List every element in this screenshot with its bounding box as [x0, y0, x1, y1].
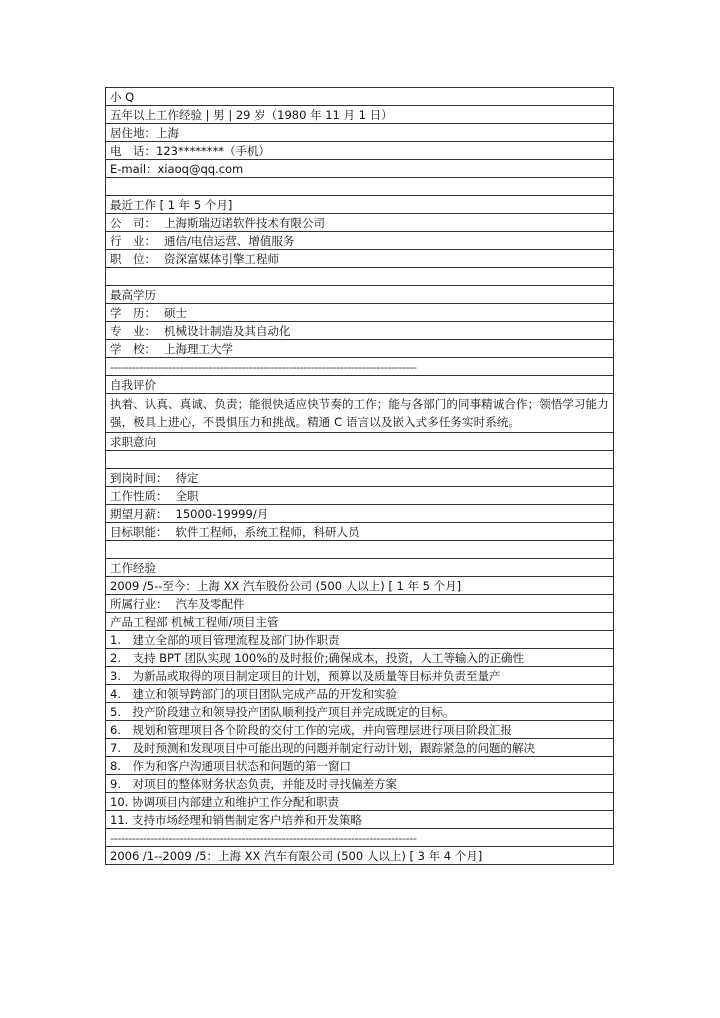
duty-item: 2. 支持 BPT 团队实现 100%的及时报价;确保成本，投资，人工等输入的正确性: [106, 649, 614, 667]
recent-industry: 通信/电信运营、增值服务: [164, 233, 295, 248]
self-eval-heading: 自我评价: [106, 376, 614, 394]
salary-label: 期望月薪：: [110, 506, 168, 521]
duty-item: 10. 协调项目内部建立和维护工作分配和职责: [106, 793, 614, 811]
duty-item: 5. 投产阶段建立和领导投产团队顺利投产项目并完成既定的目标。: [106, 703, 614, 721]
arrival: 待定: [175, 470, 199, 485]
job1-dept: 产品工程部 机械工程师/项目主管: [106, 613, 614, 631]
school: 上海理工大学: [164, 341, 233, 356]
target-row: [106, 523, 614, 541]
salary: 15000-19999/月: [175, 506, 269, 521]
nature-row: [106, 487, 614, 505]
recent-industry-label: 行 业：: [110, 233, 156, 248]
nature: 全职: [175, 488, 199, 503]
job-intent-heading: 求职意向: [106, 433, 614, 451]
duty-item: 8. 作为和客户沟通项目状态和问题的第一窗口: [106, 757, 614, 775]
major-label: 专 业：: [110, 323, 156, 338]
job1-title: 2009 /5--至今：上海 XX 汽车股份公司 (500 人以上) [ 1 年 5 个月]: [106, 577, 614, 595]
experience-heading: 工作经验: [106, 559, 614, 577]
blank-row: [106, 451, 614, 469]
recent-company: 上海斯瑞迈诺软件技术有限公司: [164, 215, 325, 230]
nature-label: 工作性质：: [110, 488, 168, 503]
job2-title: 2006 /1--2009 /5：上海 XX 汽车有限公司 (500 人以上) [ 3 年 4 个月]: [106, 847, 614, 865]
job1-industry-label: 所属行业：: [110, 596, 168, 611]
school-row: [106, 340, 614, 358]
degree-row: [106, 304, 614, 322]
recent-industry-row: [106, 232, 614, 250]
duty-item: 3. 为新品或取得的项目制定项目的计划，预算以及质量等目标并负责至量产: [106, 667, 614, 685]
phone: 电 话：123********（手机）: [106, 142, 614, 160]
blank-row: [106, 268, 614, 286]
recent-position: 资深富媒体引擎工程师: [164, 251, 279, 266]
duty-item: 6. 规划和管理项目各个阶段的交付工作的完成，并向管理层进行项目阶段汇报: [106, 721, 614, 739]
major-row: [106, 322, 614, 340]
degree-label: 学 历：: [110, 305, 156, 320]
arrival-row: [106, 469, 614, 487]
degree: 硕士: [164, 305, 187, 320]
duty-item: 7. 及时预测和发现项目中可能出现的问题并制定行动计划，跟踪紧急的问题的解决: [106, 739, 614, 757]
recent-position-row: [106, 250, 614, 268]
resume-table: [105, 87, 614, 865]
job1-industry: 汽车及零配件: [175, 596, 245, 611]
education-heading: 最高学历: [106, 286, 614, 304]
candidate-summary: 五年以上工作经验 | 男 | 29 岁（1980 年 11 月 1 日）: [106, 106, 614, 124]
duty-item: 9. 对项目的整体财务状态负责，并能及时寻找偏差方案: [106, 775, 614, 793]
recent-company-label: 公 司：: [110, 215, 156, 230]
target: 软件工程师，系统工程师，科研人员: [175, 524, 360, 539]
blank-row: [106, 178, 614, 196]
arrival-label: 到岗时间：: [110, 470, 168, 485]
recent-position-label: 职 位：: [110, 251, 156, 266]
residence: 居住地：上海: [106, 124, 614, 142]
job1-industry-row: [106, 595, 614, 613]
blank-row: [106, 541, 614, 559]
self-eval-text: 执着、认真、真诚、负责；能很快适应快节奏的工作；能与各部门的同事精诚合作；领悟学习能力强，极具上进心，不畏惧压力和挑战。精通 C 语言以及嵌入式多任务实时系统。: [106, 394, 614, 433]
salary-row: [106, 505, 614, 523]
recent-work-heading: 最近工作 [ 1 年 5 个月]: [106, 196, 614, 214]
duty-item: 1. 建立全部的项目管理流程及部门协作职责: [106, 631, 614, 649]
candidate-name: 小 Q: [106, 88, 614, 106]
recent-company-row: [106, 214, 614, 232]
email: E-mail：xiaoq@qq.com: [106, 160, 614, 178]
divider: ------------------------------------------------------------------------------------: [106, 358, 614, 376]
school-label: 学 校：: [110, 341, 156, 356]
duty-item: 4. 建立和领导跨部门的项目团队完成产品的开发和实验: [106, 685, 614, 703]
divider: ------------------------------------------------------------------------------------: [106, 829, 614, 847]
duty-item: 11. 支持市场经理和销售制定客户培养和开发策略: [106, 811, 614, 829]
target-label: 目标职能：: [110, 524, 168, 539]
major: 机械设计制造及其自动化: [164, 323, 291, 338]
